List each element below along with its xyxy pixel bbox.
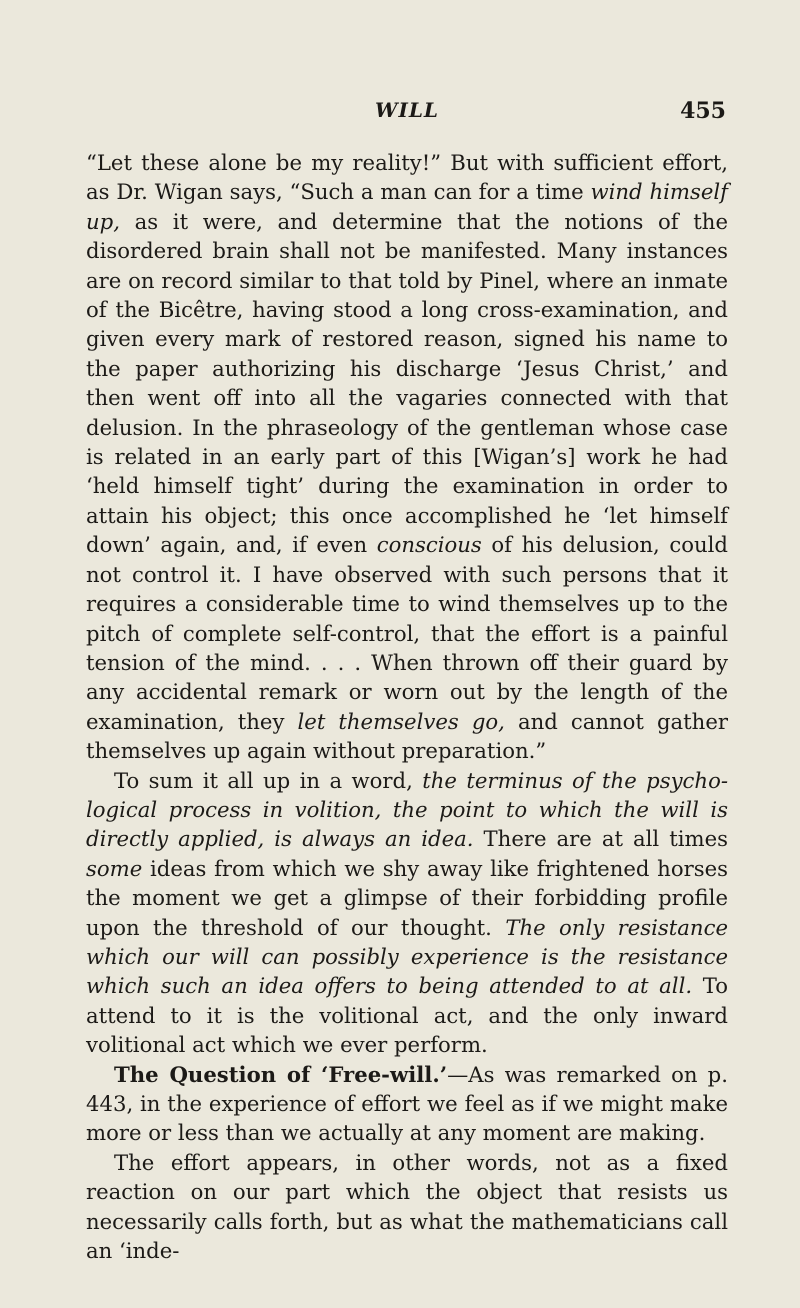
page-number: 455: [680, 98, 726, 124]
italic-text: conscious: [376, 532, 482, 558]
text-segment: as it were, and determine that the notions of the disordered brain shall not be manifested. Many instances are on record similar to that told by Pinel, where an inmate of the Bicêtre, having stood a long cross-examination, and given every mark of restored reason, signed his name to the paper authorizing his discharge ‘Jesus Christ,’ and then went off into all the vagaries connected with that delusion. In the phraseology of the gentleman whose case is related in an early part of this [Wigan’s] work he had ‘held himself tight’ during the examination in order to attain his object; this once accomplished he ‘let himself down’ again, and, if even: [86, 208, 728, 558]
text-segment: of his delusion, could not control it. I have observed with such persons that it requires a considerable time to wind themselves up to the pitch of complete self-control, that the effort is a painful tension of the mind. . . . When thrown off their guard by any accidental remark or worn out by the length of the examination, they: [86, 532, 728, 734]
text-segment: and cannot gather themselves up again without preparation.”: [86, 708, 728, 764]
text-segment: The effort appears, in other words, not as a fixed reaction on our part which the object that resists us necessarily calls forth, but as what the mathematicians call an ‘inde-: [86, 1149, 728, 1264]
text-segment: ideas from which we shy away like frightened horses the moment we get a glimpse of their forbidding profile upon the threshold of our thought.: [86, 855, 728, 940]
text-segment: To attend to it is the volitional act, and the only inward volitional act which we ever perform.: [86, 973, 728, 1058]
paragraph-1: [86, 148, 728, 766]
italic-text: the terminus of the psycho-logical process in volition, the point to which the will is directly applied, is always an idea.: [86, 767, 728, 852]
body-text: [86, 148, 728, 1265]
italic-text: The only resistance which our will can possibly experience is the resistance which such an idea offers to being attended to at all.: [86, 914, 728, 999]
paragraph-2: [86, 766, 728, 1060]
text-segment: To sum it all up in a word,: [114, 767, 423, 793]
italic-text: wind himself up,: [86, 179, 729, 234]
paragraph-4: [86, 1148, 728, 1266]
running-head-title: WILL: [375, 98, 439, 122]
text-segment: There are at all times: [473, 826, 728, 852]
bold-heading: The Question of ‘Free-will.’: [114, 1061, 448, 1087]
running-head: [88, 98, 726, 130]
text-segment: “Let these alone be my reality!” But with sufficient effort, as Dr. Wigan says, “Such a man can for a time: [86, 150, 728, 205]
paragraph-3: [86, 1060, 728, 1148]
italic-text: let themselves go,: [297, 708, 505, 734]
italic-text: some: [86, 855, 143, 881]
text-segment: —As was remarked on p. 443, in the experience of effort we feel as if we might make more or less than we actually at any moment are making.: [86, 1061, 728, 1146]
